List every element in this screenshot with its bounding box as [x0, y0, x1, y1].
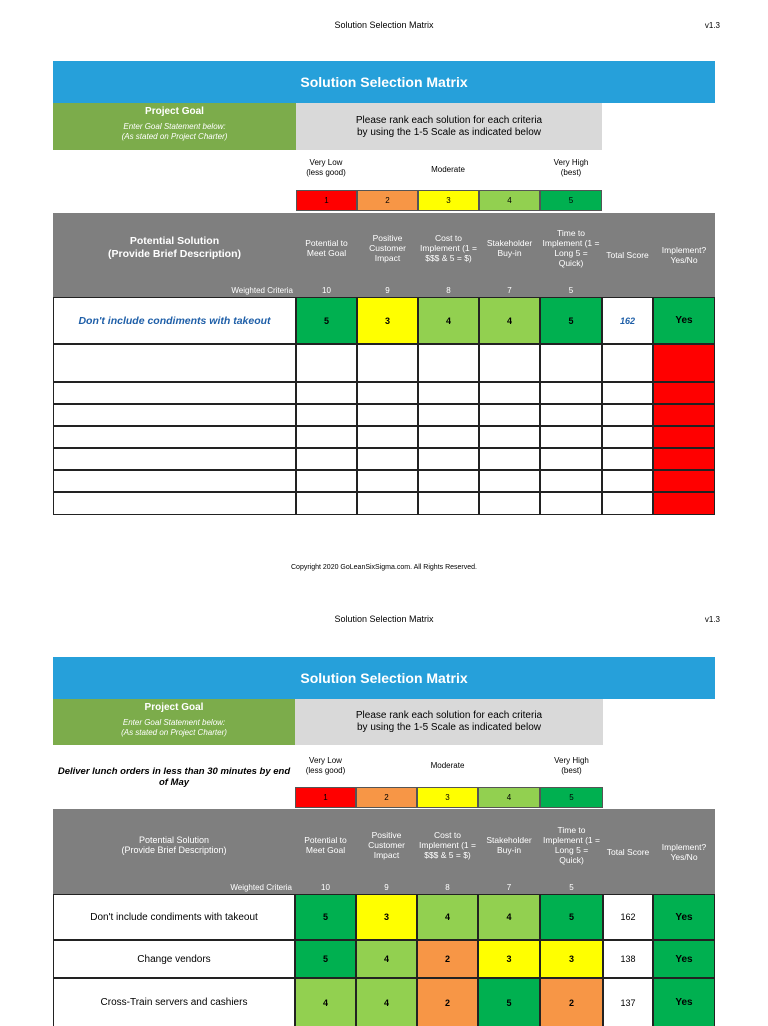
page1-total-score-header: Total Score	[602, 213, 653, 297]
page2-row3-implement[interactable]: Yes	[653, 978, 715, 1026]
page2-scale-box-3: 3	[417, 787, 478, 808]
page2-criteria-header-4: Stakeholder Buy-in	[478, 809, 540, 880]
page1-scale-box-1: 1	[296, 190, 357, 211]
page2-goal-statement[interactable]: Deliver lunch orders in less than 30 minutes by end of May	[57, 766, 291, 788]
page1-row1-solution[interactable]: Don't include condiments with takeout	[53, 297, 296, 344]
page2-row2-score-4[interactable]: 3	[478, 940, 540, 978]
page1-empty-score-cell[interactable]	[296, 470, 357, 492]
page1-empty-solution-cell[interactable]	[53, 470, 296, 492]
page2-row3-solution[interactable]: Cross-Train servers and cashiers	[53, 978, 295, 1026]
page2-row1-score-2[interactable]: 3	[356, 894, 417, 940]
page2-row1-implement[interactable]: Yes	[653, 894, 715, 940]
page1-empty-score-cell[interactable]	[296, 344, 357, 382]
page1-empty-score-cell[interactable]	[357, 448, 418, 470]
page1-empty-score-cell[interactable]	[540, 448, 602, 470]
page2-row3-score-2[interactable]: 4	[356, 978, 417, 1026]
page1-implement-header: Implement? Yes/No	[653, 213, 715, 297]
page1-project-goal-box	[53, 103, 296, 150]
page1-weight-2: 9	[357, 283, 418, 297]
page1-row1-score-3[interactable]: 4	[418, 297, 479, 344]
page2-goal-sub-1: Enter Goal Statement below:	[122, 718, 226, 727]
page1-empty-score-cell[interactable]	[479, 448, 540, 470]
page1-empty-total-cell	[602, 426, 653, 448]
page1-empty-score-cell[interactable]	[479, 344, 540, 382]
page2-weight-5: 5	[540, 880, 603, 894]
page2-solution-header	[53, 809, 295, 880]
page1-empty-implement-cell[interactable]	[653, 382, 715, 404]
page2-scale-mid-label: Moderate	[430, 761, 465, 770]
page2-weighted-criteria-label: Weighted Criteria	[53, 880, 295, 894]
page1-empty-solution-cell[interactable]	[53, 448, 296, 470]
page1-scale-high-1: Very High	[553, 158, 589, 167]
page1-empty-score-cell[interactable]	[479, 426, 540, 448]
page1-empty-score-cell[interactable]	[418, 344, 479, 382]
page2-project-goal-box	[53, 699, 295, 745]
page1-banner	[53, 61, 715, 103]
page2-goal-title: Project Goal	[144, 702, 204, 713]
page2-header-title: Solution Selection Matrix	[334, 614, 434, 624]
page1-empty-score-cell[interactable]	[479, 404, 540, 426]
page1-empty-implement-cell[interactable]	[653, 344, 715, 382]
page1-empty-score-cell[interactable]	[418, 404, 479, 426]
page1-weight-4: 7	[479, 283, 540, 297]
page1-empty-solution-cell[interactable]	[53, 426, 296, 448]
page1-banner-title: Solution Selection Matrix	[300, 74, 468, 90]
page2-row3-score-1[interactable]: 4	[295, 978, 356, 1026]
page1-empty-score-cell[interactable]	[479, 382, 540, 404]
page1-weighted-criteria-label: Weighted Criteria	[53, 283, 296, 297]
page1-empty-score-cell[interactable]	[418, 448, 479, 470]
page2-row2-score-5[interactable]: 3	[540, 940, 603, 978]
page2-weight-2: 9	[356, 880, 417, 894]
page2-version: v1.3	[704, 615, 720, 624]
page2-scale-box-1: 1	[295, 787, 356, 808]
page1-empty-score-cell[interactable]	[357, 492, 418, 515]
page1-empty-score-cell[interactable]	[357, 404, 418, 426]
page1-empty-score-cell[interactable]	[540, 382, 602, 404]
page2-criteria-header-1: Potential to Meet Goal	[295, 809, 356, 880]
page1-empty-score-cell[interactable]	[418, 382, 479, 404]
page1-row1-implement[interactable]: Yes	[653, 297, 715, 344]
page1-empty-total-cell	[602, 448, 653, 470]
page2-criteria-header-5: Time to Implement (1 = Long 5 = Quick)	[540, 809, 603, 880]
page1-empty-implement-cell[interactable]	[653, 492, 715, 515]
page1-empty-implement-cell[interactable]	[653, 448, 715, 470]
page1-scale-mid-label: Moderate	[431, 165, 465, 174]
page1-scale-box-3: 3	[418, 190, 479, 211]
page1-empty-score-cell[interactable]	[418, 492, 479, 515]
page1-criteria-header-4: Stakeholder Buy-in	[479, 213, 540, 283]
page1-empty-score-cell[interactable]	[418, 470, 479, 492]
page1-scale-low-2: (less good)	[306, 168, 346, 177]
page2-scale-low-2: (less good)	[305, 766, 346, 775]
page1-empty-score-cell[interactable]	[296, 426, 357, 448]
page1-empty-score-cell[interactable]	[357, 470, 418, 492]
page2-row2-score-3[interactable]: 2	[417, 940, 478, 978]
page1-empty-score-cell[interactable]	[540, 344, 602, 382]
page1-row1-score-4[interactable]: 4	[479, 297, 540, 344]
page1-criteria-header-5: Time to Implement (1 = Long 5 = Quick)	[540, 213, 602, 283]
page2-row2-score-1[interactable]: 5	[295, 940, 356, 978]
page1-solution-header	[53, 213, 296, 283]
page1-empty-score-cell[interactable]	[540, 404, 602, 426]
page1-empty-score-cell[interactable]	[357, 426, 418, 448]
page2-criteria-header-2: Positive Customer Impact	[356, 809, 417, 880]
page1-copyright: Copyright 2020 GoLeanSixSigma.com. All Rights Reserved.	[291, 564, 477, 571]
page2-row3-score-3[interactable]: 2	[417, 978, 478, 1026]
page2-solution-hdr-2: (Provide Brief Description)	[121, 844, 227, 855]
page2-row3-score-4[interactable]: 5	[478, 978, 540, 1026]
page1-empty-score-cell[interactable]	[296, 492, 357, 515]
page1-header-title: Solution Selection Matrix	[334, 20, 434, 30]
page2-weight-1: 10	[295, 880, 356, 894]
page1-weight-1: 10	[296, 283, 357, 297]
page1-goal-title: Project Goal	[145, 106, 204, 117]
page2-weight-4: 7	[478, 880, 540, 894]
page1-empty-implement-cell[interactable]	[653, 404, 715, 426]
page1-goal-sub-2: (As stated on Project Charter)	[121, 132, 228, 141]
page2-rank-line-2: by using the 1-5 Scale as indicated below	[356, 722, 541, 733]
page2-banner-title: Solution Selection Matrix	[300, 670, 468, 686]
page2-row1-score-3[interactable]: 4	[417, 894, 478, 940]
page1-weight-5: 5	[540, 283, 602, 297]
page1-row1-score-2[interactable]: 3	[357, 297, 418, 344]
page2-row1-solution[interactable]: Don't include condiments with takeout	[53, 894, 295, 940]
page1-empty-solution-cell[interactable]	[53, 344, 296, 382]
page1-scale-high-label	[540, 158, 602, 178]
page1-criteria-header-1: Potential to Meet Goal	[296, 213, 357, 283]
page1-empty-total-cell	[602, 492, 653, 515]
page1-empty-solution-cell[interactable]	[53, 404, 296, 426]
page2-rank-instructions	[295, 699, 603, 745]
page2-row1-total: 162	[603, 894, 653, 940]
page1-weight-3: 8	[418, 283, 479, 297]
page1-empty-total-cell	[602, 344, 653, 382]
page1-empty-score-cell[interactable]	[540, 470, 602, 492]
page1-scale-box-5: 5	[540, 190, 602, 211]
page1-empty-score-cell[interactable]	[418, 426, 479, 448]
page2-implement-header: Implement? Yes/No	[653, 809, 715, 894]
page2-banner	[53, 657, 715, 699]
page1-empty-total-cell	[602, 404, 653, 426]
page1-empty-score-cell[interactable]	[296, 382, 357, 404]
page1-solution-hdr-2: (Provide Brief Description)	[107, 248, 242, 260]
page2-scale-box-4: 4	[478, 787, 540, 808]
page1-empty-score-cell[interactable]	[296, 404, 357, 426]
page2-scale-high-2: (best)	[561, 766, 582, 775]
page1-empty-score-cell[interactable]	[296, 448, 357, 470]
page2-weight-3: 8	[417, 880, 478, 894]
page1-rank-instructions	[296, 103, 602, 150]
page2-scale-high-1: Very High	[554, 756, 589, 765]
page1-empty-score-cell[interactable]	[540, 426, 602, 448]
page2-rank-line-1: Please rank each solution for each criteria	[355, 710, 543, 721]
page1-row1-score-1[interactable]: 5	[296, 297, 357, 344]
page2-row1-score-1[interactable]: 5	[295, 894, 356, 940]
page2-row1-score-5[interactable]: 5	[540, 894, 603, 940]
page1-scale-box-2: 2	[357, 190, 418, 211]
page2-solution-hdr-1: Potential Solution	[138, 834, 210, 845]
page2-row2-total: 138	[603, 940, 653, 978]
page1-version: v1.3	[704, 21, 720, 30]
page1-empty-total-cell	[602, 382, 653, 404]
page2-criteria-header-3: Cost to Implement (1 = $$$ & 5 = $)	[417, 809, 478, 880]
page1-rank-line-1: Please rank each solution for each criteria	[355, 114, 543, 126]
page2-goal-sub-2: (As stated on Project Charter)	[121, 728, 227, 737]
page1-rank-line-2: by using the 1-5 Scale as indicated below	[356, 126, 541, 138]
page1-empty-score-cell[interactable]	[357, 344, 418, 382]
page1-empty-total-cell	[602, 470, 653, 492]
page1-solution-hdr-1: Potential Solution	[129, 235, 220, 247]
page1-criteria-header-3: Cost to Implement (1 = $$$ & 5 = $)	[418, 213, 479, 283]
page1-empty-implement-cell[interactable]	[653, 426, 715, 448]
page2-total-score-header: Total Score	[603, 809, 653, 894]
page2-row3-total: 137	[603, 978, 653, 1026]
page2-scale-high-label	[540, 756, 603, 776]
page2-scale-box-2: 2	[356, 787, 417, 808]
page1-empty-score-cell[interactable]	[357, 382, 418, 404]
page2-row2-implement[interactable]: Yes	[653, 940, 715, 978]
page1-empty-implement-cell[interactable]	[653, 470, 715, 492]
page1-goal-sub-1: Enter Goal Statement below:	[123, 122, 226, 131]
page1-row1-total: 162	[602, 297, 653, 344]
page1-empty-score-cell[interactable]	[479, 470, 540, 492]
page1-scale-low-1: Very Low	[309, 158, 343, 167]
page2-scale-low-1: Very Low	[309, 756, 342, 765]
page1-scale-high-2: (best)	[560, 168, 582, 177]
page2-row2-score-2[interactable]: 4	[356, 940, 417, 978]
page1-empty-score-cell[interactable]	[540, 492, 602, 515]
page2-row1-score-4[interactable]: 4	[478, 894, 540, 940]
page1-empty-score-cell[interactable]	[479, 492, 540, 515]
page2-scale-box-5: 5	[540, 787, 603, 808]
page1-scale-low-label	[296, 158, 356, 178]
page1-criteria-header-2: Positive Customer Impact	[357, 213, 418, 283]
page2-scale-low-label	[295, 756, 356, 776]
page2-row3-score-5[interactable]: 2	[540, 978, 603, 1026]
page1-empty-solution-cell[interactable]	[53, 492, 296, 515]
page1-empty-solution-cell[interactable]	[53, 382, 296, 404]
page1-row1-score-5[interactable]: 5	[540, 297, 602, 344]
page1-scale-box-4: 4	[479, 190, 540, 211]
page2-row2-solution[interactable]: Change vendors	[53, 940, 295, 978]
